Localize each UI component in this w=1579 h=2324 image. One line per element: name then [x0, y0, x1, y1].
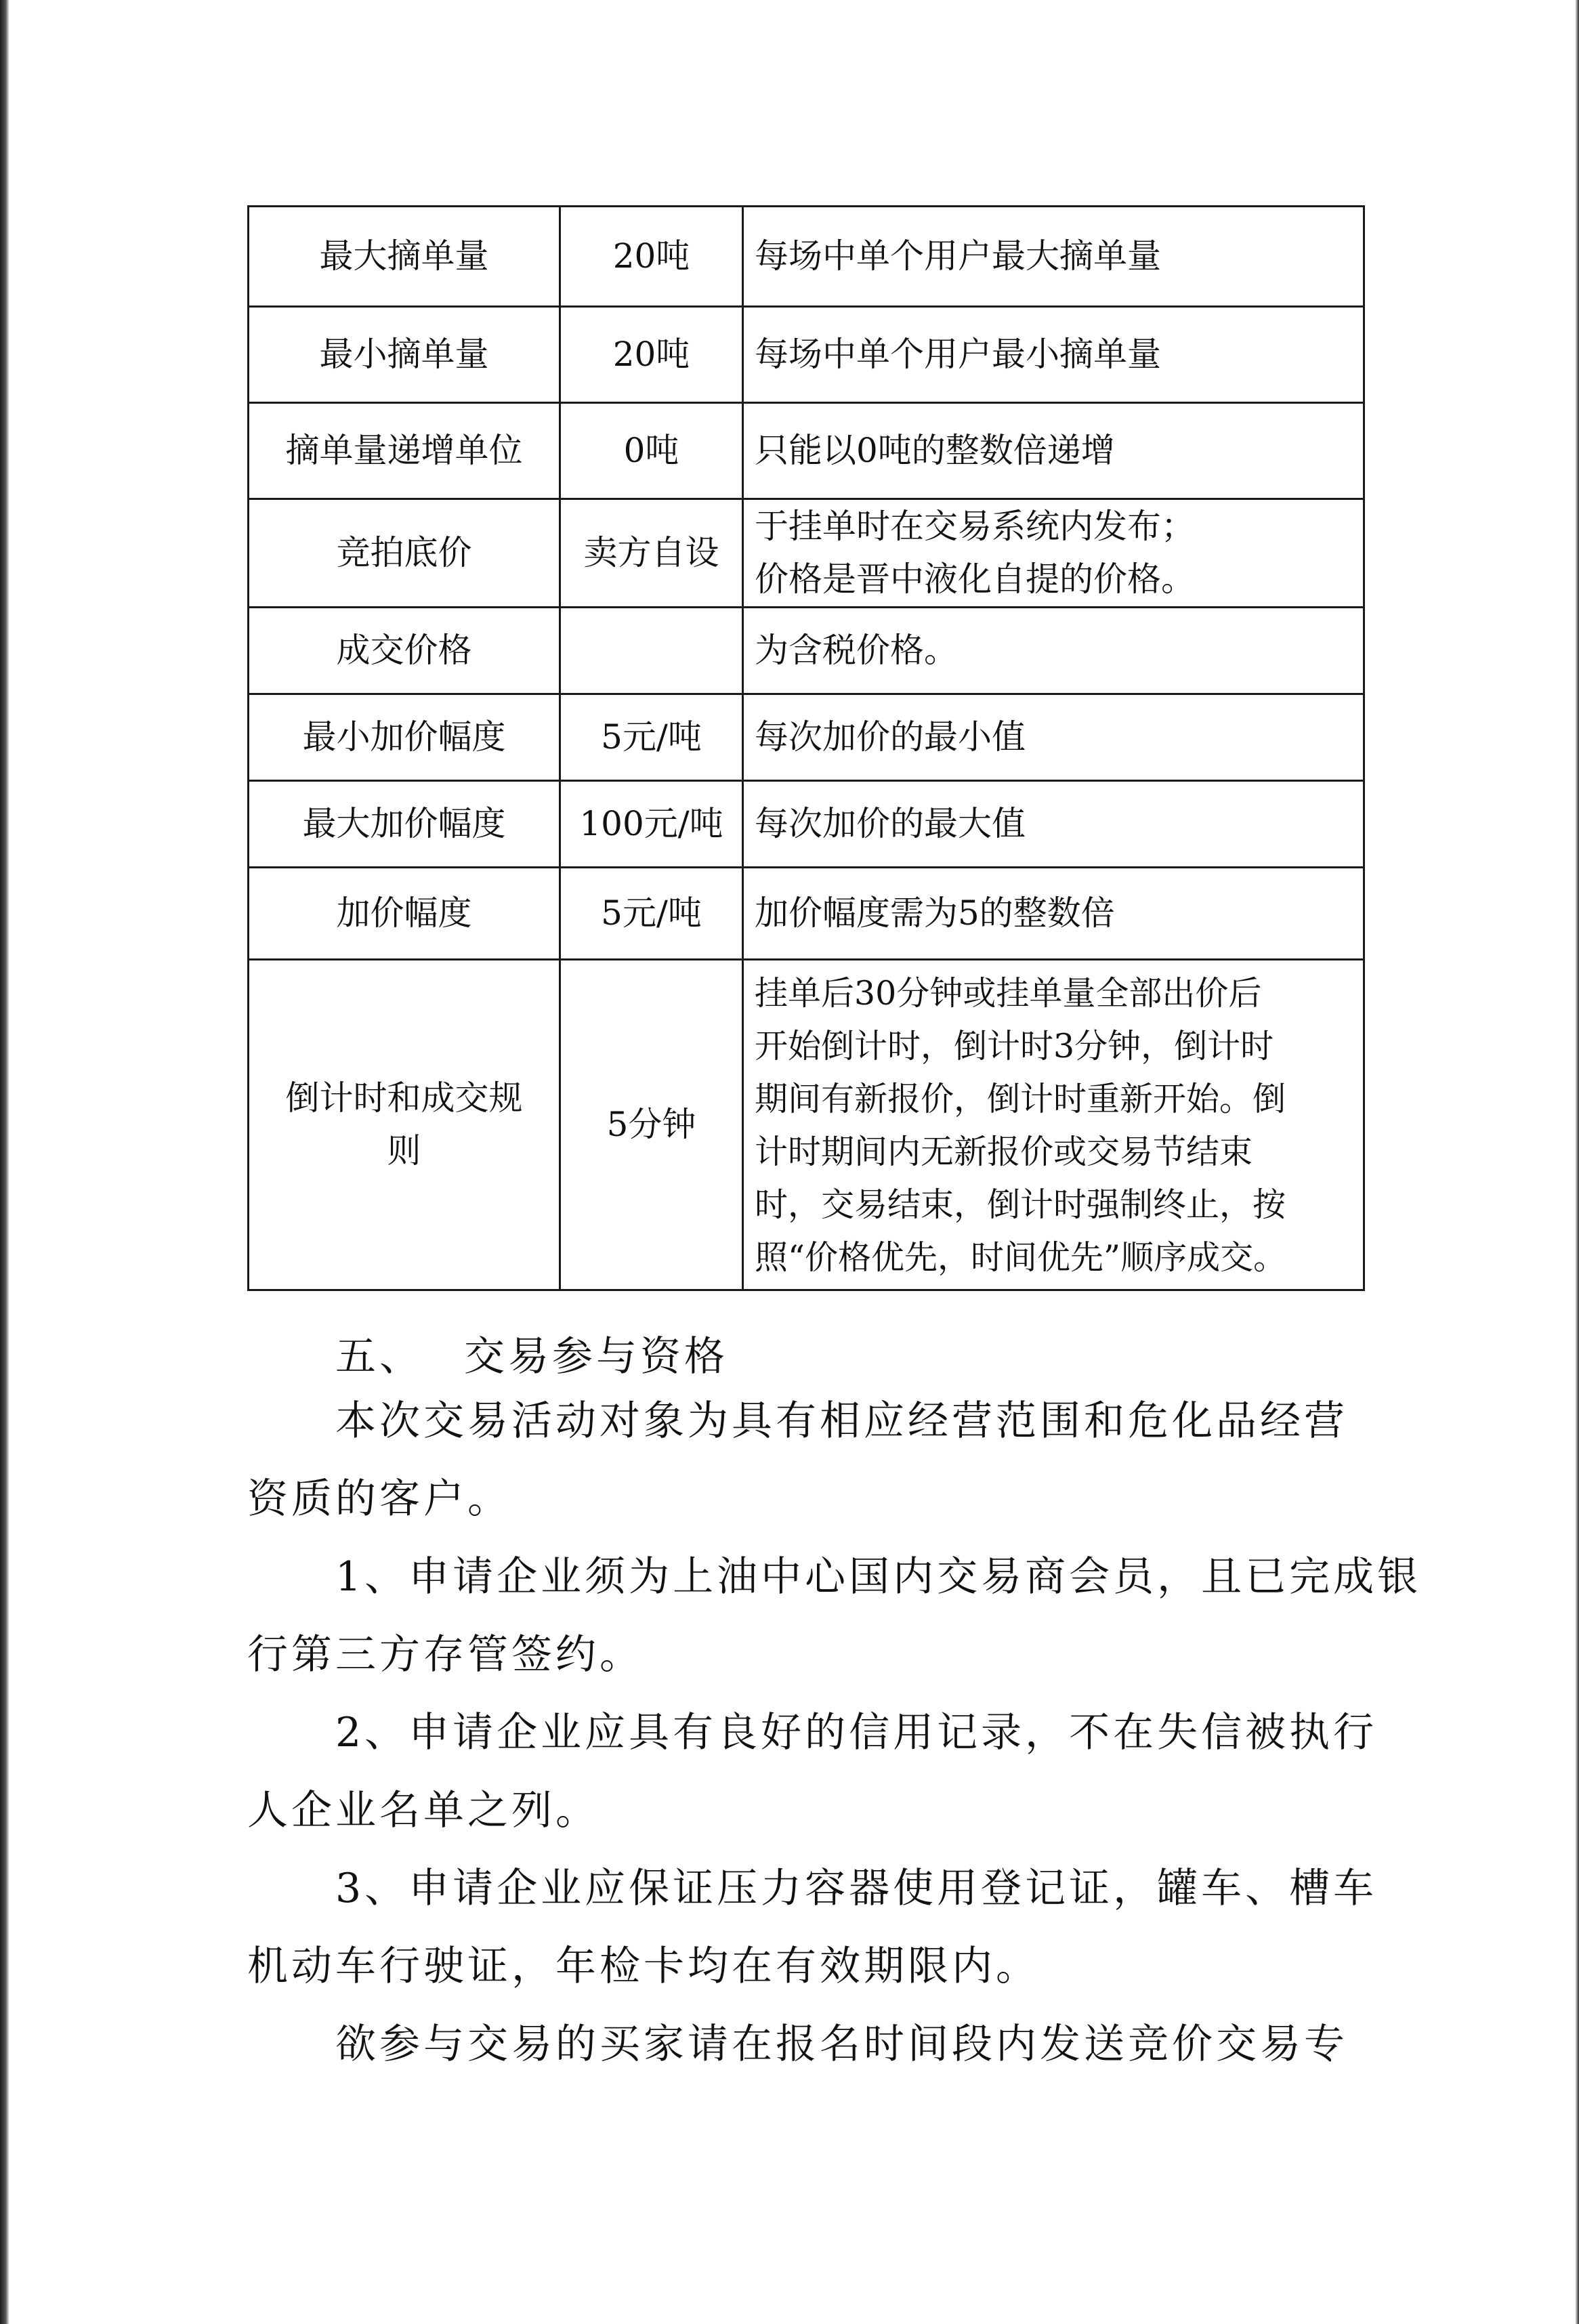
param-name-cell: 倒计时和成交规 则 — [249, 960, 560, 1290]
param-name-cell: 成交价格 — [249, 608, 560, 694]
table-row — [249, 499, 1364, 608]
table-row — [249, 207, 1364, 307]
param-value-cell: 0吨 — [560, 403, 743, 499]
param-name-cell: 摘单量递增单位 — [249, 403, 560, 499]
param-desc-cell: 每次加价的最小值 — [743, 694, 1364, 781]
param-value-cell: 5元/吨 — [560, 868, 743, 960]
param-name-cell: 最小加价幅度 — [249, 694, 560, 781]
body-line: 人企业名单之列。 — [247, 1787, 599, 1834]
param-value-cell: 20吨 — [560, 207, 743, 307]
body-line: 3、申请企业应保证压力容器使用登记证，罐车、槽车 — [335, 1865, 1378, 1912]
param-desc-cell: 每场中单个用户最大摘单量 — [743, 207, 1364, 307]
param-desc-cell: 于挂单时在交易系统内发布； 价格是晋中液化自提的价格。 — [743, 499, 1364, 608]
body-line: 资质的客户。 — [247, 1475, 511, 1523]
scan-edge-left — [0, 0, 9, 2324]
trading-parameters-table — [247, 205, 1365, 1291]
param-desc-cell: 加价幅度需为5的整数倍 — [743, 868, 1364, 960]
body-line: 2、申请企业应具有良好的信用记录，不在失信被执行 — [335, 1709, 1378, 1756]
table-row — [249, 781, 1364, 868]
param-value-cell: 卖方自设 — [560, 499, 743, 608]
table-row — [249, 608, 1364, 694]
param-name-cell: 加价幅度 — [249, 868, 560, 960]
param-name-cell: 竞拍底价 — [249, 499, 560, 608]
param-desc-cell: 挂单后30分钟或挂单量全部出价后 开始倒计时，倒计时3分钟，倒计时 期间有新报价，倒计时重新开始。倒 计时期间内无新报价或交易节结束 时，交易结束，倒计时强制终止，按 照“价格优先，时间优先”顺序成交。 — [743, 960, 1364, 1290]
param-desc-cell: 为含税价格。 — [743, 608, 1364, 694]
param-desc-cell: 只能以0吨的整数倍递增 — [743, 403, 1364, 499]
param-name-cell: 最小摘单量 — [249, 307, 560, 403]
body-line: 欲参与交易的买家请在报名时间段内发送竞价交易专 — [335, 2021, 1348, 2068]
section-title: 交易参与资格 — [464, 1333, 728, 1380]
param-value-cell: 5分钟 — [560, 960, 743, 1290]
param-desc-cell: 每次加价的最大值 — [743, 781, 1364, 868]
param-desc-cell: 每场中单个用户最小摘单量 — [743, 307, 1364, 403]
table-row — [249, 307, 1364, 403]
table-row — [249, 403, 1364, 499]
body-line: 行第三方存管签约。 — [247, 1631, 644, 1678]
scan-edge-right — [1575, 0, 1579, 2324]
param-value-cell: 20吨 — [560, 307, 743, 403]
param-value-cell: 5元/吨 — [560, 694, 743, 781]
param-value-cell: 100元/吨 — [560, 781, 743, 868]
table-row — [249, 694, 1364, 781]
table-row — [249, 960, 1364, 1290]
section-number: 五、 — [335, 1333, 423, 1380]
section-heading — [335, 1324, 728, 1382]
body-line: 本次交易活动对象为具有相应经营范围和危化品经营 — [335, 1397, 1348, 1445]
table-row — [249, 868, 1364, 960]
body-line: 1、申请企业须为上油中心国内交易商会员，且已完成银 — [335, 1553, 1422, 1601]
param-name-cell: 最大加价幅度 — [249, 781, 560, 868]
body-line: 机动车行驶证，年检卡均在有效期限内。 — [247, 1943, 1040, 1990]
param-value-cell — [560, 608, 743, 694]
param-name-cell: 最大摘单量 — [249, 207, 560, 307]
